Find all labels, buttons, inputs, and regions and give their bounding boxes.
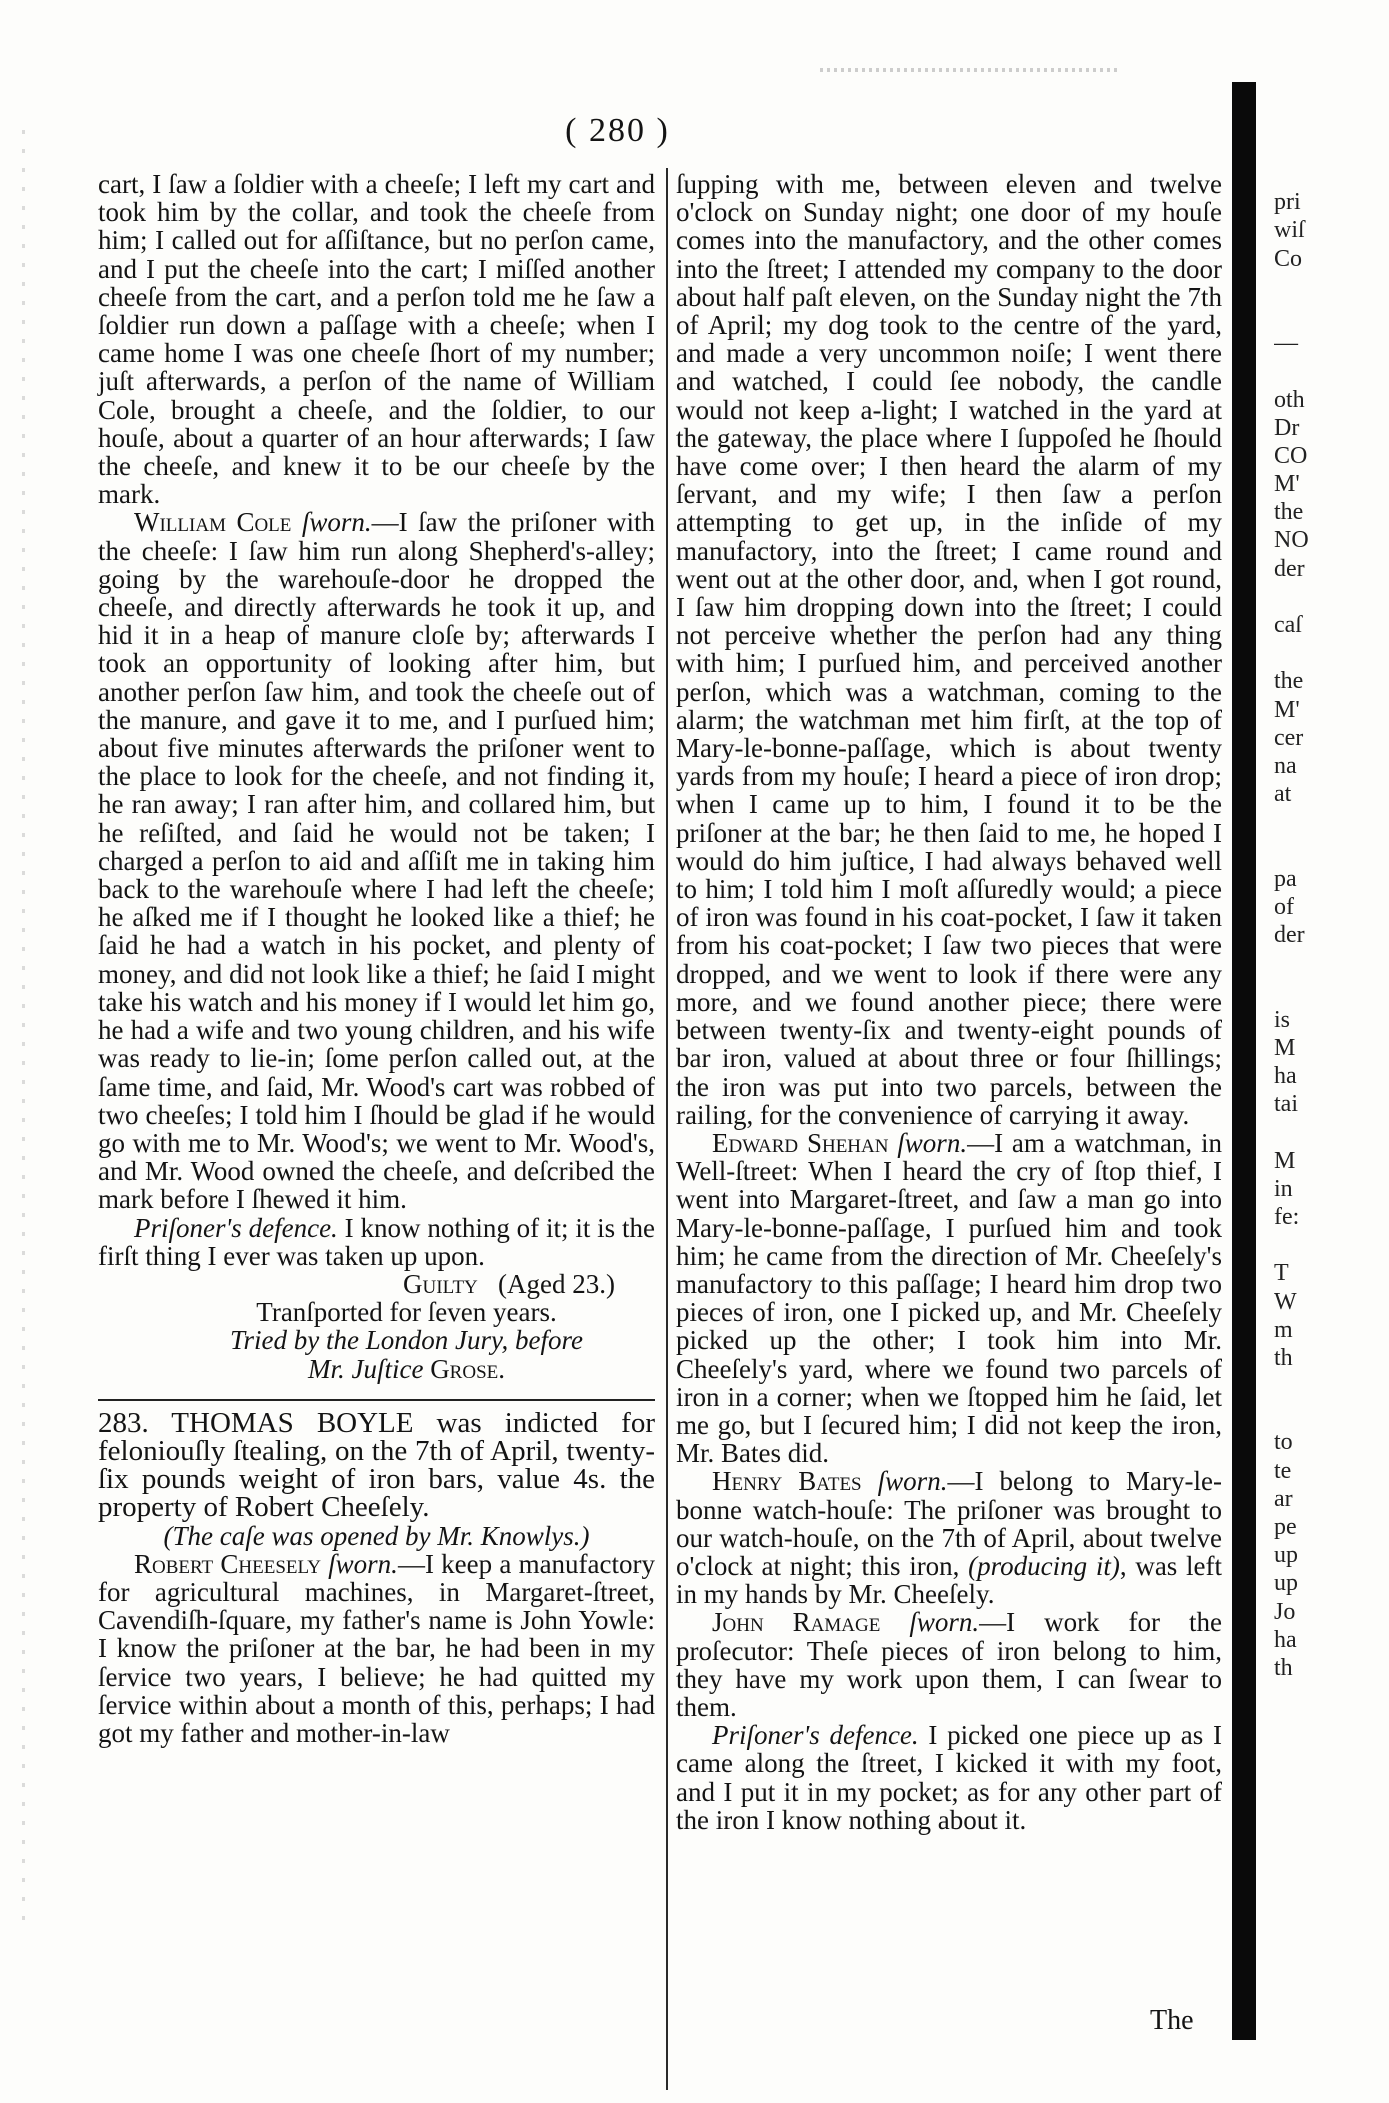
margin-fragment: der — [1274, 922, 1305, 949]
margin-fragment — [1274, 837, 1384, 865]
margin-fragment: Jo — [1274, 1598, 1296, 1625]
margin-fragment: M — [1274, 1034, 1296, 1061]
margin-fragment: the — [1274, 499, 1304, 526]
margin-fragment: Dr — [1274, 414, 1300, 441]
sworn-label: ſworn. — [897, 1127, 968, 1158]
scan-noise-top — [820, 68, 1120, 72]
margin-fragment: ha — [1274, 1063, 1297, 1089]
margin-fragment: caſ — [1274, 612, 1302, 638]
margin-fragment: pa — [1274, 865, 1297, 892]
margin-fragment: fe: — [1274, 1203, 1300, 1230]
margin-fragment — [1274, 808, 1384, 836]
margin-fragment — [1274, 1118, 1384, 1146]
witness-name: Edward Shehan — [712, 1127, 889, 1158]
testimony-paragraph: cart, I ſaw a ſoldier with a cheeſe; I left my cart and took him by the collar, and took the cheeſe from him; I called out for aſſiſtance, but no perſon came, and I put the cheeſe into the cart; I miſſed another cheeſe from the cart, and a perſon told me he ſaw a ſoldier run down a paſſage with a cheeſe; when I came home I was one cheeſe ſhort of my number; juſt afterwards, a perſon of the name of William Cole, brought a cheeſe, and the ſoldier, to our houſe, about a quarter of an hour afterwards; I ſaw the cheeſe, and knew it to be our cheeſe by the mark. — [98, 169, 655, 510]
tried-by-line: Tried by the London Jury, before — [230, 1325, 583, 1356]
margin-fragment: of — [1274, 893, 1294, 920]
margin-fragment: ha — [1274, 1626, 1297, 1653]
verdict-line — [98, 1270, 655, 1298]
margin-fragment: der — [1274, 555, 1305, 582]
margin-fragment: M' — [1274, 696, 1300, 723]
sentence-line: Tranſported for ſeven years. — [256, 1297, 557, 1328]
margin-fragment: cer — [1274, 724, 1304, 751]
margin-fragment: up — [1274, 1570, 1298, 1597]
testimony-text: —I keep a manufactory for agricultural machines, in Margaret-ſtreet, Cavendiſh-ſquare, my father's name is John Yowle: I know the priſoner at the bar, he had been in my ſervice two years, I believe; he had quitted my ſervice within about a month of this, perhaps; I had got my father and mother-in-law — [98, 1548, 656, 1748]
margin-fragment — [1274, 273, 1384, 301]
judge-line — [98, 1355, 655, 1383]
defence-text: I picked one piece up as I came along the ſtreet, I kicked it with my foot, and I put it in my pocket; as for any other part of the iron I know nothing about it. — [676, 1720, 1222, 1835]
right-column — [676, 170, 1222, 1834]
catchword: The — [1150, 2005, 1194, 2036]
margin-fragment — [1274, 357, 1384, 385]
margin-fragment — [1274, 1400, 1384, 1428]
margin-fragment: up — [1274, 1542, 1298, 1569]
margin-fragment: pri — [1274, 189, 1301, 216]
testimony-text-cont: , was left in my hands by Mr. Cheeſely. — [676, 1550, 1223, 1610]
margin-fragment: Co — [1274, 245, 1303, 272]
margin-fragment: to — [1274, 1429, 1293, 1456]
sworn-label: ſworn. — [301, 507, 372, 538]
margin-fragment — [1274, 1372, 1384, 1400]
judge-prefix: Mr. Juſtice — [307, 1353, 424, 1384]
testimony-text: —I work for the proſecutor: Theſe pieces of iron belong to him, they have my work upon them, I can ſwear to them. — [676, 1607, 1222, 1722]
margin-fragment: th — [1274, 1654, 1293, 1681]
witness-name: William Cole — [134, 507, 292, 538]
verdict: Guilty — [403, 1268, 478, 1299]
binding-gutter-shadow — [1232, 82, 1256, 2040]
margin-fragment — [1274, 1231, 1384, 1259]
margin-fragment: na — [1274, 752, 1297, 779]
margin-fragment: CO — [1274, 442, 1308, 469]
witness-name: Robert Cheeſely — [134, 1548, 321, 1579]
producing-note: (producing it) — [968, 1550, 1120, 1581]
defence-text: I know nothing of it; it is the firſt thing I ever was taken up upon. — [98, 1212, 655, 1271]
defence-paragraph — [98, 1214, 655, 1270]
page-number: ( 280 ) — [565, 112, 670, 149]
margin-fragment: te — [1274, 1457, 1292, 1484]
margin-fragment: wiſ — [1274, 217, 1305, 244]
margin-fragment: T — [1274, 1260, 1289, 1287]
margin-fragment: M — [1274, 1147, 1296, 1174]
witness-name: Henry Bates — [712, 1466, 862, 1497]
margin-fragment: m — [1274, 1316, 1293, 1343]
margin-fragment: in — [1274, 1175, 1293, 1202]
adjacent-page-fragments — [1274, 160, 1384, 1682]
testimony-paragraph — [676, 1467, 1222, 1608]
defence-paragraph — [676, 1721, 1222, 1834]
testimony-paragraph — [676, 1129, 1222, 1467]
testimony-text: —I am a watchman, in Well-ſtreet: When I heard the cry of ſtop thief, I went into Margaret-ſtreet, and ſaw a man go into Mary-le-bonne-paſſage, I purſued him and took him; he came from the direction of Mr. Cheeſely's manufactory to this paſſage; I heard him drop two pieces of iron, one I picked up, and Mr. Cheeſely picked up the other; I took him into Mr. Cheeſely's yard, where we found two parcels of iron in a corner; when we ſtopped him he ſaid, let me go, but I ſecured him; I did not keep the iron, Mr. Bates did. — [676, 1127, 1222, 1469]
witness-name: John Ramage — [712, 1607, 881, 1638]
margin-fragment: M' — [1274, 471, 1300, 498]
judge-name: Groſe. — [430, 1353, 506, 1384]
sworn-label: ſworn. — [328, 1548, 398, 1579]
margin-fragment: tai — [1274, 1091, 1298, 1118]
margin-fragment — [1274, 160, 1384, 188]
sworn-label: ſworn. — [909, 1607, 980, 1638]
prisoner-age: (Aged 23.) — [498, 1268, 615, 1299]
testimony-text: —I belong to Mary-le-bonne watch-houſe: The priſoner was brought to our watch-houſe, on the 7th of April, about twelve o'clock at night; this iron, — [676, 1466, 1223, 1581]
defence-label: Priſoner's defence. — [712, 1720, 919, 1751]
testimony-paragraph: ſupping with me, between eleven and twelve o'clock on Sunday night; one door of my houſe comes into the manufactory, and the other comes into the ſtreet; I attended my company to the door about half paſt eleven, on the Sunday night the 7th of April; my dog took to the centre of the yard, and made a very uncommon noiſe; I went there and watched, I could ſee nobody, the candle would not keep a-light; I watched in the yard at the gateway, the place where I ſuppoſed he ſhould have come over; I then heard the alarm of my ſervant, and my wife; I then ſaw a perſon attempting to get up, in the inſide of my manufactory, into the ſtreet; I came round and went out at the other door, and, when I got round, I ſaw him dropping down into the ſtreet; I could not perceive whether the perſon had any thing with him; I purſued him, and perceived another perſon, which was a watchman, coming to the alarm; the watchman met him firſt, at the top of Mary-le-bonne-paſſage, which is about twenty yards from my houſe; I heard a piece of iron drop; when I came up to him, I found it to be the priſoner at the bar; he then ſaid to me, he hoped I would do him juſtice, I had always behaved well to him; I told him I moſt aſſuredly would; a piece of iron was found in his coat-pocket, I ſaw it taken from his coat-pocket; I ſaw two pieces that were dropped, and we went to look if there were any more, and we found another piece; there were between twenty-ſix and twenty-eight pounds of bar iron, valued at about three or four ſhillings; the iron was put into two parcels, between the railing, for the convenience of carrying it away. — [676, 169, 1222, 1130]
column-divider — [666, 168, 668, 2090]
sworn-label: ſworn. — [877, 1466, 948, 1497]
testimony-paragraph — [98, 508, 655, 1213]
margin-fragment: the — [1274, 668, 1304, 695]
testimony-text: —I ſaw the priſoner with the cheeſe: I ſaw him run along Shepherd's-alley; going by the warehouſe-door he dropped the cheeſe, and directly afterwards he took it up, and hid it in a heap of manure cloſe by; afterwards I took an opportunity of looking after him, but another perſon ſaw him, and took the cheeſe out of the manure, and gave it to me, and I purſued him; about five minutes afterwards the priſoner went to the place to look for the cheeſe, and not finding it, he ran away; I ran after him, and collared him, but he reſiſted, and ſaid he would not be taken; I charged a perſon to aid and aſſiſt me in taking him back to the warehouſe where I had left the cheeſe; he aſked me if I thought he looked like a thief; he ſaid he had a watch in his pocket, and plenty of money, and did not look like a thief; he ſaid I might take his watch and his money if I would let him go, he had a wife and two young children, and his wife was ready to lie-in; ſome perſon called out, at the ſame time, and ſaid, Mr. Wood's cart was robbed of two cheeſes; I told him I ſhould be glad if he would go with me to Mr. Wood's; we went to Mr. Wood's, and Mr. Wood owned the cheeſe, and deſcribed the mark before I ſhewed it him. — [98, 507, 655, 1215]
margin-fragment: W — [1274, 1288, 1297, 1315]
left-column — [98, 170, 655, 1747]
margin-fragment — [1274, 977, 1384, 1005]
verdict-block — [98, 1270, 655, 1383]
defence-label: Priſoner's defence. — [134, 1212, 338, 1243]
scan-noise-left-edge — [22, 130, 25, 1930]
case-opened-note: (The caſe was opened by Mr. Knowlys.) — [163, 1520, 590, 1551]
case-separator-rule — [98, 1399, 655, 1401]
margin-fragment — [1274, 583, 1384, 611]
margin-fragment — [1274, 639, 1384, 667]
margin-fragment: is — [1274, 1006, 1291, 1033]
testimony-paragraph — [676, 1608, 1222, 1721]
margin-fragment: NO — [1274, 527, 1309, 554]
margin-fragment: oth — [1274, 386, 1305, 413]
margin-fragment: th — [1274, 1344, 1293, 1371]
case-heading: 283. THOMAS BOYLE was indicted for feloniouſly ſtealing, on the 7th of April, twenty-ſix pounds weight of iron bars, value 4s. the property of Robert Cheeſely. — [98, 1406, 655, 1524]
margin-fragment: — — [1274, 330, 1298, 357]
margin-fragment: pe — [1274, 1514, 1297, 1540]
testimony-paragraph — [98, 1550, 655, 1747]
margin-fragment — [1274, 301, 1384, 329]
margin-fragment — [1274, 949, 1384, 977]
margin-fragment: ar — [1274, 1485, 1293, 1512]
margin-fragment: at — [1274, 781, 1292, 808]
